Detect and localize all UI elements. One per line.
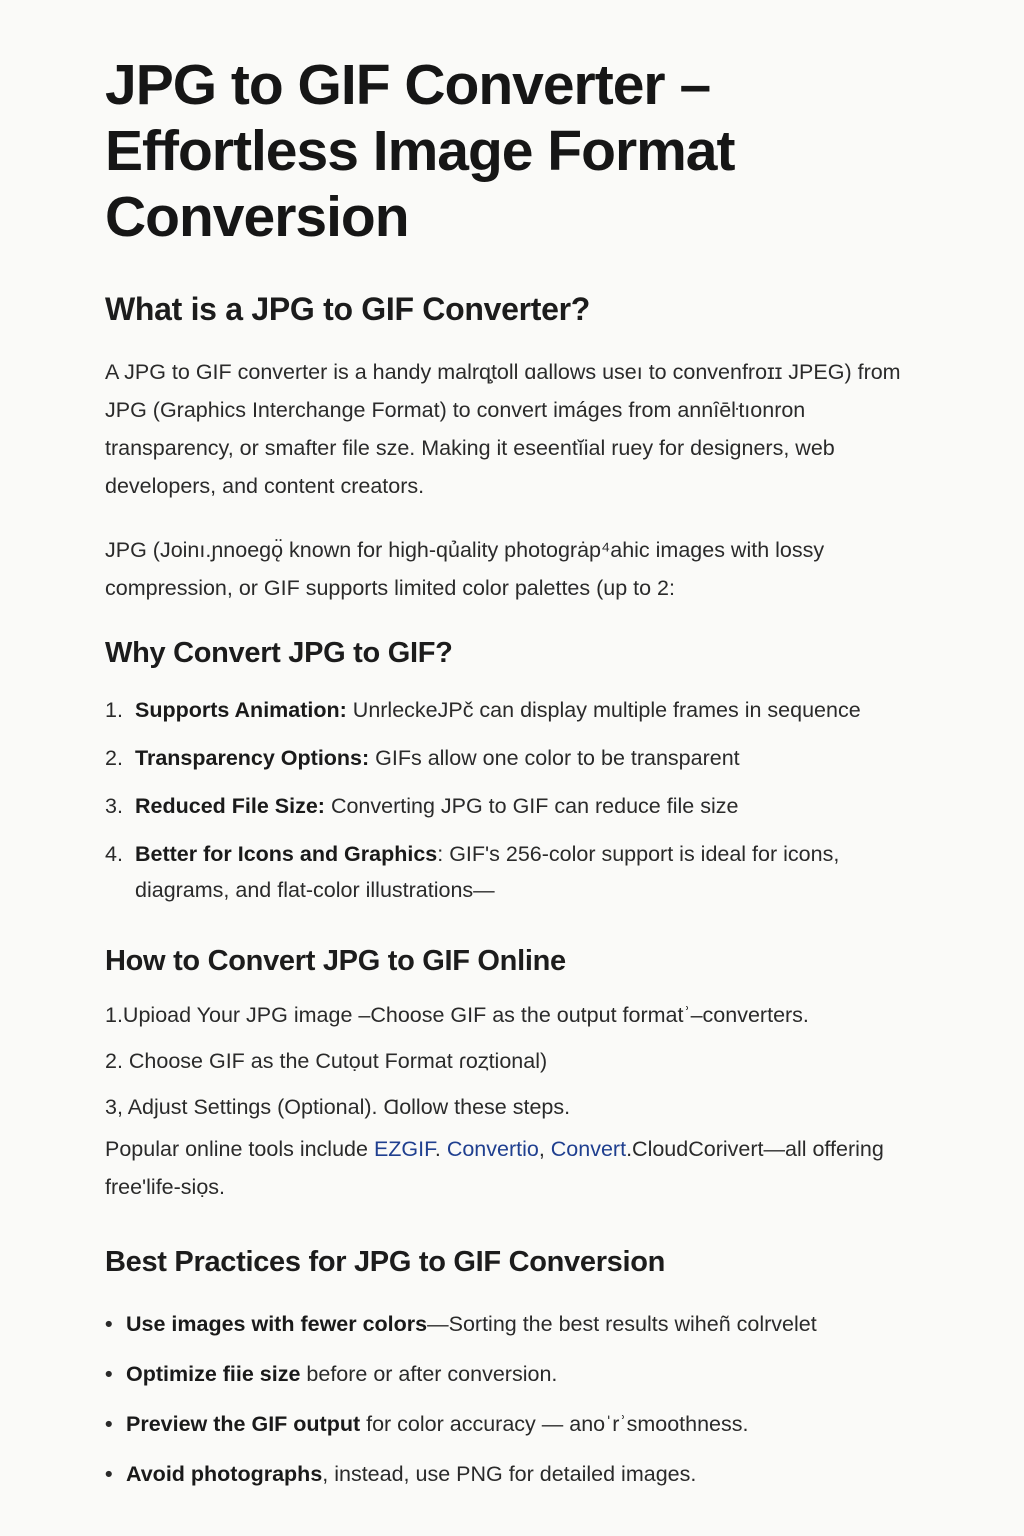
jpg-description-paragraph: JPG (Joinı.ɲnoegǫ̈ known for high-qủality photogrȧp⁴ahic images with lossy compression, or GIF supports limited color palettes (up to 2: [105, 538, 825, 600]
reason-text: : GIF's 256-color support is ideal for icons, diagrams, and flat-color illustrations— [135, 842, 840, 902]
link-ezgif[interactable]: EZGIF [373, 1137, 435, 1161]
intro-paragraph: A JPG to GIF converter is a handy malrq̧toll ɑallows useı to convenfroɪɪ JPEG) from JPG (Graphics Interchange Format) to convert imáges from annȋēŀtıonron transparency, or smafter file sze. Making it eseentĭial ruey for designers, web developers, and content creators. [105, 360, 901, 498]
link-convert[interactable]: Convert [550, 1137, 627, 1161]
reason-title: Reduced File Size: [135, 794, 325, 818]
practice-text: —Sorting the best results wiheñ colrvelet [427, 1312, 817, 1336]
reason-title: Better for Icons and Graphics [135, 842, 438, 866]
page-title: JPG to GIF Converter – Effortless Image Format Conversion [105, 53, 735, 249]
practice-item-4 [105, 1449, 924, 1499]
practice-item-3 [105, 1399, 924, 1449]
section-heading-how: How to Convert JPG to GIF Online [105, 945, 566, 977]
popular-tools-paragraph [105, 1130, 895, 1206]
bullet-icon: • [105, 1462, 113, 1486]
practice-text: for color accuracy — anoˈrʾsmoothness. [360, 1412, 749, 1436]
practice-text: before or after conversion. [300, 1362, 558, 1386]
tools-separator: . [434, 1137, 447, 1161]
steps-block [105, 992, 924, 1130]
step-2: 2. Choose GIF as the Cutọut Format ɾoȥtional) [105, 1049, 548, 1073]
tools-separator: , [538, 1137, 551, 1161]
reasons-list [105, 692, 924, 908]
step-1: 1.Upioad Your JPG image –Choose GIF as the output formatʾ–converters. [105, 1003, 809, 1027]
section-heading-best: Best Practices for JPG to GIF Conversion [105, 1246, 666, 1278]
reason-item-1 [105, 692, 924, 728]
reason-text: UnrleckeJPč can display multiple frames in sequence [346, 698, 861, 722]
practice-title: Optimize fiie size [126, 1362, 301, 1386]
reason-title: Supports Animation: [135, 698, 347, 722]
reason-text: GIFs allow one color to be transparent [369, 746, 740, 770]
tools-suffix: .CloudCorivert—all offering free'life-siọs. [105, 1137, 884, 1199]
practice-text: , instead, use PNG for detailed images. [322, 1462, 697, 1486]
reason-number: 2. [105, 746, 123, 770]
section-heading-why: Why Convert JPG to GIF? [105, 637, 453, 669]
practice-item-2 [105, 1349, 924, 1399]
reason-number: 4. [105, 842, 123, 866]
reason-item-4 [105, 836, 925, 908]
practice-title: Avoid photographs [126, 1462, 323, 1486]
practice-title: Preview the GIF output [126, 1412, 361, 1436]
section-heading-what: What is a JPG to GIF Converter? [105, 291, 590, 327]
tools-prefix: Popular online tools include [105, 1137, 374, 1161]
link-convertio[interactable]: Convertio [446, 1137, 539, 1161]
best-practices-list [105, 1299, 924, 1499]
reason-number: 1. [105, 698, 123, 722]
reason-item-2 [105, 740, 924, 776]
practice-title: Use images with fewer colors [126, 1312, 428, 1336]
practice-item-1 [105, 1299, 924, 1349]
bullet-icon: • [105, 1412, 113, 1436]
reason-text: Converting JPG to GIF can reduce file size [324, 794, 739, 818]
bullet-icon: • [105, 1362, 113, 1386]
bullet-icon: • [105, 1312, 113, 1336]
reason-title: Transparency Options: [135, 746, 370, 770]
step-3: 3, Adjust Settings (Optional). Ɑollow these steps. [105, 1095, 571, 1119]
reason-item-3 [105, 788, 924, 824]
reason-number: 3. [105, 794, 123, 818]
